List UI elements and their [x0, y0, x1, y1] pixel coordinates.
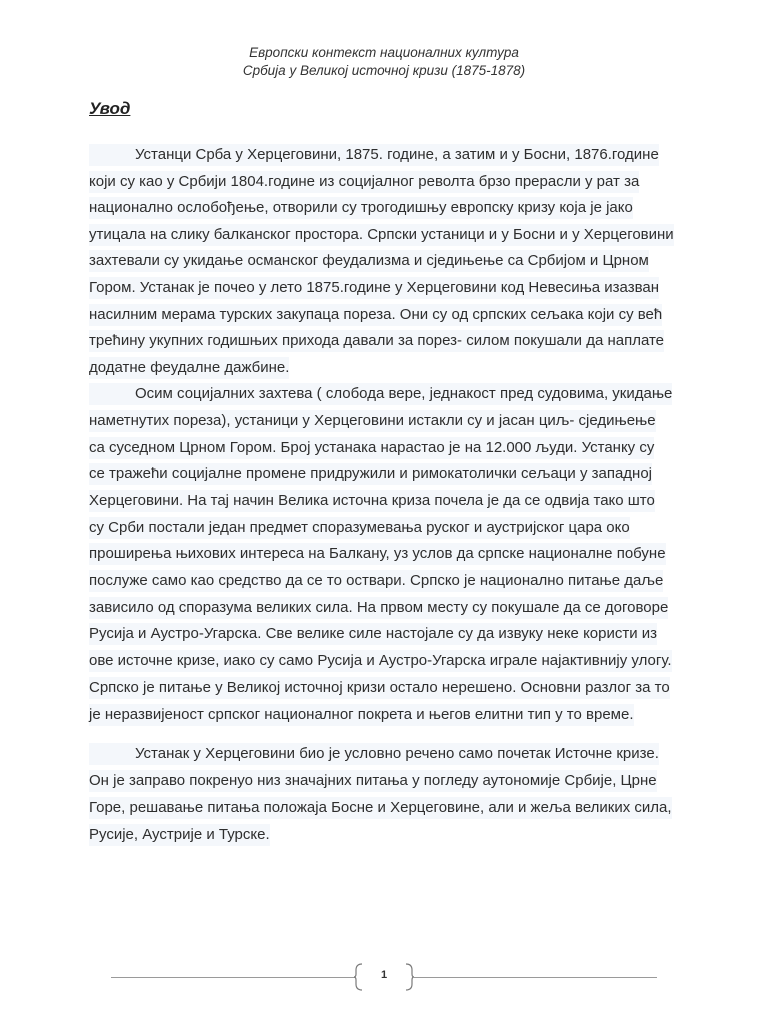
paragraph-3-line: Он је заправо покренуо низ значајних питања у погледу аутономије Србије, Црне [89, 770, 657, 792]
running-header [0, 44, 768, 80]
paragraph-2-line: послуже само као средство да се то оствари. Српско је национално питање даље [89, 570, 663, 592]
paragraph-2-line: проширења њихових интереса на Балкану, уз услов да српске националне побуне [89, 543, 666, 565]
paragraph-3-line: Устанак у Херцеговини био је условно речено само почетак Источне кризе. [89, 743, 659, 765]
paragraph-3-line: Русије, Аустрије и Турске. [89, 824, 270, 846]
paragraph-2-line: Осим социјалних захтева ( слобода вере, једнакост пред судовима, укидање [89, 383, 672, 405]
paragraph-2-line: Српско је питање у Великој источној кризи остало нерешено. Основни разлог за то [89, 677, 670, 699]
paragraph-1-line: додатне феудалне дажбине. [89, 357, 289, 379]
page-number: 1 [380, 969, 388, 981]
paragraph-1-line: национално ослобођење, отворили су трогодишњу европску кризу која је јако [89, 197, 633, 219]
header-line-1: Европски контекст националних култура [249, 45, 519, 60]
paragraph-1-line: захтевали су укидање османског феудализма и сједињење са Србијом и Црном [89, 250, 649, 272]
paragraph-1-line: Гором. Устанак је почео у лето 1875.године у Херцеговини код Невесиња изазван [89, 277, 659, 299]
paragraph-1-line: утицала на слику балканског простора. Српски устаници и у Босни и у Херцеговини [89, 224, 674, 246]
footer-rule-right [414, 977, 657, 978]
paragraph-2-line: са суседном Црном Гором. Број устанака нарастао је на 12.000 људи. Устанку су [89, 437, 654, 459]
header-line-2: Србија у Великој источној кризи (1875-1878) [242, 63, 526, 78]
paragraph-2-line: ове источне кризе, иако су само Русија и Аустро-Угарска играле најактивнију улогу. [89, 650, 672, 672]
paragraph-1-line: насилним мерама турских закупаца пореза. Они су од српских сељака који су већ [89, 304, 662, 326]
paragraph-2-line: Херцеговини. На тај начин Велика источна криза почела је да се одвија тако што [89, 490, 655, 512]
paragraph-1-line: Устанци Срба у Херцеговини, 1875. године, а затим и у Босни, 1876.године [89, 144, 659, 166]
paragraph-2-line: су Срби постали један предмет споразумевања руског и аустријског цара око [89, 517, 630, 539]
footer-rule-left [111, 977, 355, 978]
paragraph-1-line: који су као у Србији 1804.године из социјалног револта брзо прерасли у рат за [89, 171, 639, 193]
paragraph-2-line: је неразвијеност српског националног покрета и његов елитни тип у то време. [89, 704, 634, 726]
section-heading: Увод [89, 99, 131, 118]
paragraph-2-line: се тражећи социјалне промене придружили и римокатолички сељаци у западној [89, 463, 652, 485]
paragraph-2-line: наметнутих пореза), устаници у Херцеговини истакли су и јасан циљ- сједињење [89, 410, 656, 432]
paragraph-3-line: Горе, решавање питања положаја Босне и Херцеговине, али и жеља великих сила, [89, 797, 672, 819]
paragraph-2-line: Русија и Аустро-Угарска. Све велике силе настојале су да извуку неке користи из [89, 623, 657, 645]
paragraph-2-line: зависило од споразума великих сила. На првом месту су покушале да се договоре [89, 597, 668, 619]
paragraph-1-line: трећину укупних годишњих прихода давали за порез- силом покушали да наплате [89, 330, 664, 352]
